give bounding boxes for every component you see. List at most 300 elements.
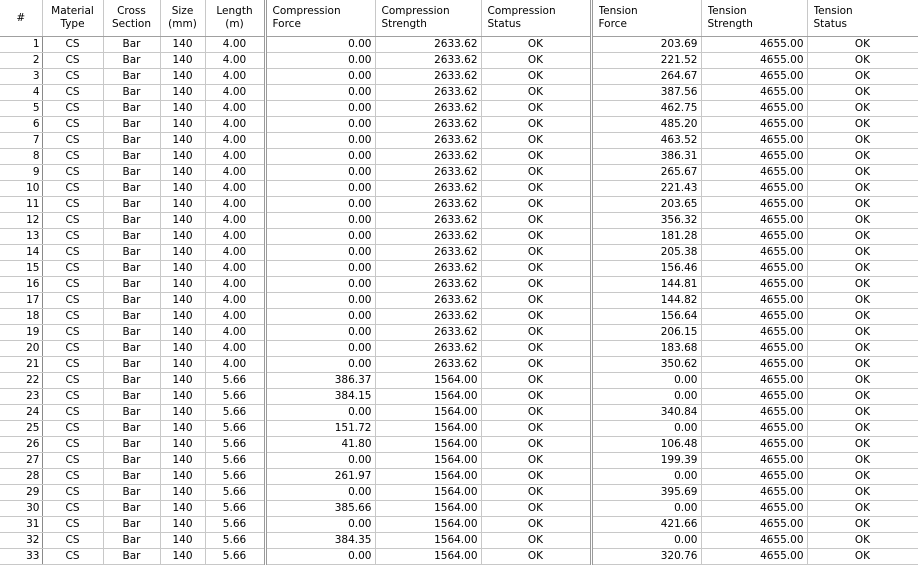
cell-cst[interactable]: OK	[481, 133, 591, 149]
table-row[interactable]	[0, 357, 918, 373]
cell-size[interactable]: 140	[160, 549, 205, 565]
cell-tst[interactable]: OK	[807, 485, 918, 501]
table-row[interactable]	[0, 53, 918, 69]
cell-size[interactable]: 140	[160, 245, 205, 261]
table-row[interactable]	[0, 421, 918, 437]
cell-tf[interactable]: 0.00	[591, 373, 701, 389]
cell-tf[interactable]: 387.56	[591, 85, 701, 101]
row-number[interactable]: 16	[0, 277, 42, 293]
row-number[interactable]: 19	[0, 325, 42, 341]
table-row[interactable]	[0, 197, 918, 213]
cell-mat[interactable]: CS	[42, 405, 103, 421]
cell-mat[interactable]: CS	[42, 277, 103, 293]
cell-cst[interactable]: OK	[481, 373, 591, 389]
cell-cs[interactable]: Bar	[103, 181, 160, 197]
cell-csr[interactable]: 2633.62	[375, 293, 481, 309]
cell-csr[interactable]: 2633.62	[375, 149, 481, 165]
cell-len[interactable]: 5.66	[205, 437, 265, 453]
cell-size[interactable]: 140	[160, 373, 205, 389]
cell-cst[interactable]: OK	[481, 197, 591, 213]
cell-len[interactable]: 4.00	[205, 277, 265, 293]
cell-cf[interactable]: 0.00	[265, 213, 375, 229]
column-header-tst[interactable]	[807, 0, 918, 37]
cell-cs[interactable]: Bar	[103, 373, 160, 389]
cell-cs[interactable]: Bar	[103, 213, 160, 229]
row-number[interactable]: 28	[0, 469, 42, 485]
cell-cst[interactable]: OK	[481, 405, 591, 421]
cell-len[interactable]: 5.66	[205, 373, 265, 389]
row-number[interactable]: 6	[0, 117, 42, 133]
row-number[interactable]: 31	[0, 517, 42, 533]
cell-cs[interactable]: Bar	[103, 309, 160, 325]
cell-tst[interactable]: OK	[807, 229, 918, 245]
cell-tst[interactable]: OK	[807, 389, 918, 405]
cell-cs[interactable]: Bar	[103, 149, 160, 165]
cell-tst[interactable]: OK	[807, 181, 918, 197]
cell-tf[interactable]: 356.32	[591, 213, 701, 229]
cell-mat[interactable]: CS	[42, 485, 103, 501]
cell-len[interactable]: 4.00	[205, 117, 265, 133]
cell-cf[interactable]: 0.00	[265, 85, 375, 101]
table-row[interactable]	[0, 325, 918, 341]
cell-len[interactable]: 4.00	[205, 149, 265, 165]
cell-cf[interactable]: 0.00	[265, 453, 375, 469]
cell-len[interactable]: 5.66	[205, 485, 265, 501]
cell-cst[interactable]: OK	[481, 261, 591, 277]
cell-csr[interactable]: 1564.00	[375, 549, 481, 565]
cell-cs[interactable]: Bar	[103, 37, 160, 53]
cell-csr[interactable]: 2633.62	[375, 165, 481, 181]
cell-size[interactable]: 140	[160, 85, 205, 101]
cell-tf[interactable]: 386.31	[591, 149, 701, 165]
cell-tf[interactable]: 144.81	[591, 277, 701, 293]
cell-csr[interactable]: 1564.00	[375, 453, 481, 469]
cell-len[interactable]: 4.00	[205, 293, 265, 309]
cell-mat[interactable]: CS	[42, 293, 103, 309]
column-header-cf[interactable]	[265, 0, 375, 37]
cell-mat[interactable]: CS	[42, 213, 103, 229]
cell-cs[interactable]: Bar	[103, 117, 160, 133]
cell-tf[interactable]: 264.67	[591, 69, 701, 85]
cell-csr[interactable]: 1564.00	[375, 501, 481, 517]
cell-len[interactable]: 5.66	[205, 405, 265, 421]
cell-cst[interactable]: OK	[481, 517, 591, 533]
cell-cf[interactable]: 0.00	[265, 357, 375, 373]
cell-tf[interactable]: 183.68	[591, 341, 701, 357]
cell-tsr[interactable]: 4655.00	[701, 373, 807, 389]
cell-tsr[interactable]: 4655.00	[701, 357, 807, 373]
row-number[interactable]: 27	[0, 453, 42, 469]
cell-tsr[interactable]: 4655.00	[701, 133, 807, 149]
cell-size[interactable]: 140	[160, 453, 205, 469]
cell-tf[interactable]: 421.66	[591, 517, 701, 533]
cell-mat[interactable]: CS	[42, 389, 103, 405]
cell-csr[interactable]: 2633.62	[375, 261, 481, 277]
cell-cf[interactable]: 0.00	[265, 69, 375, 85]
cell-tf[interactable]: 320.76	[591, 549, 701, 565]
cell-cst[interactable]: OK	[481, 149, 591, 165]
cell-csr[interactable]: 1564.00	[375, 389, 481, 405]
cell-size[interactable]: 140	[160, 181, 205, 197]
table-row[interactable]	[0, 229, 918, 245]
cell-tst[interactable]: OK	[807, 213, 918, 229]
cell-tsr[interactable]: 4655.00	[701, 517, 807, 533]
cell-cf[interactable]: 0.00	[265, 549, 375, 565]
cell-cst[interactable]: OK	[481, 421, 591, 437]
table-row[interactable]	[0, 389, 918, 405]
cell-cs[interactable]: Bar	[103, 421, 160, 437]
cell-mat[interactable]: CS	[42, 373, 103, 389]
cell-cf[interactable]: 0.00	[265, 101, 375, 117]
cell-tst[interactable]: OK	[807, 101, 918, 117]
cell-csr[interactable]: 2633.62	[375, 341, 481, 357]
row-number[interactable]: 9	[0, 165, 42, 181]
cell-mat[interactable]: CS	[42, 341, 103, 357]
column-header-tsr[interactable]	[701, 0, 807, 37]
table-row[interactable]	[0, 341, 918, 357]
row-number[interactable]: 26	[0, 437, 42, 453]
cell-csr[interactable]: 2633.62	[375, 101, 481, 117]
cell-mat[interactable]: CS	[42, 229, 103, 245]
cell-cs[interactable]: Bar	[103, 357, 160, 373]
cell-size[interactable]: 140	[160, 133, 205, 149]
cell-tsr[interactable]: 4655.00	[701, 213, 807, 229]
cell-cf[interactable]: 0.00	[265, 245, 375, 261]
cell-cs[interactable]: Bar	[103, 453, 160, 469]
cell-tf[interactable]: 0.00	[591, 469, 701, 485]
row-number[interactable]: 22	[0, 373, 42, 389]
cell-tst[interactable]: OK	[807, 325, 918, 341]
cell-cst[interactable]: OK	[481, 309, 591, 325]
cell-len[interactable]: 4.00	[205, 37, 265, 53]
cell-cf[interactable]: 41.80	[265, 437, 375, 453]
cell-cs[interactable]: Bar	[103, 549, 160, 565]
cell-cs[interactable]: Bar	[103, 485, 160, 501]
cell-len[interactable]: 4.00	[205, 69, 265, 85]
cell-csr[interactable]: 2633.62	[375, 197, 481, 213]
cell-cf[interactable]: 0.00	[265, 165, 375, 181]
row-number[interactable]: 10	[0, 181, 42, 197]
cell-mat[interactable]: CS	[42, 453, 103, 469]
column-header-idx[interactable]	[0, 0, 42, 37]
cell-mat[interactable]: CS	[42, 325, 103, 341]
cell-cst[interactable]: OK	[481, 37, 591, 53]
cell-tsr[interactable]: 4655.00	[701, 309, 807, 325]
cell-cs[interactable]: Bar	[103, 197, 160, 213]
cell-mat[interactable]: CS	[42, 245, 103, 261]
cell-tf[interactable]: 221.43	[591, 181, 701, 197]
table-row[interactable]	[0, 117, 918, 133]
cell-cst[interactable]: OK	[481, 101, 591, 117]
cell-mat[interactable]: CS	[42, 85, 103, 101]
cell-tst[interactable]: OK	[807, 533, 918, 549]
cell-cst[interactable]: OK	[481, 437, 591, 453]
cell-cf[interactable]: 384.15	[265, 389, 375, 405]
column-header-cs[interactable]	[103, 0, 160, 37]
cell-tf[interactable]: 0.00	[591, 421, 701, 437]
cell-len[interactable]: 4.00	[205, 309, 265, 325]
cell-cf[interactable]: 0.00	[265, 517, 375, 533]
cell-cs[interactable]: Bar	[103, 277, 160, 293]
cell-size[interactable]: 140	[160, 341, 205, 357]
cell-tst[interactable]: OK	[807, 357, 918, 373]
cell-cs[interactable]: Bar	[103, 341, 160, 357]
cell-cs[interactable]: Bar	[103, 501, 160, 517]
cell-cf[interactable]: 0.00	[265, 277, 375, 293]
cell-tsr[interactable]: 4655.00	[701, 37, 807, 53]
table-row[interactable]	[0, 277, 918, 293]
cell-cst[interactable]: OK	[481, 389, 591, 405]
cell-tsr[interactable]: 4655.00	[701, 85, 807, 101]
cell-mat[interactable]: CS	[42, 517, 103, 533]
cell-cf[interactable]: 0.00	[265, 325, 375, 341]
cell-size[interactable]: 140	[160, 101, 205, 117]
cell-size[interactable]: 140	[160, 517, 205, 533]
cell-tst[interactable]: OK	[807, 469, 918, 485]
cell-csr[interactable]: 2633.62	[375, 133, 481, 149]
cell-len[interactable]: 4.00	[205, 181, 265, 197]
cell-size[interactable]: 140	[160, 197, 205, 213]
cell-cf[interactable]: 0.00	[265, 197, 375, 213]
cell-tf[interactable]: 156.64	[591, 309, 701, 325]
cell-tf[interactable]: 221.52	[591, 53, 701, 69]
cell-tf[interactable]: 265.67	[591, 165, 701, 181]
cell-cst[interactable]: OK	[481, 277, 591, 293]
cell-mat[interactable]: CS	[42, 437, 103, 453]
cell-len[interactable]: 4.00	[205, 229, 265, 245]
cell-tf[interactable]: 181.28	[591, 229, 701, 245]
cell-cst[interactable]: OK	[481, 325, 591, 341]
cell-tsr[interactable]: 4655.00	[701, 341, 807, 357]
cell-len[interactable]: 4.00	[205, 213, 265, 229]
cell-tsr[interactable]: 4655.00	[701, 261, 807, 277]
cell-size[interactable]: 140	[160, 261, 205, 277]
cell-csr[interactable]: 2633.62	[375, 53, 481, 69]
cell-size[interactable]: 140	[160, 533, 205, 549]
row-number[interactable]: 32	[0, 533, 42, 549]
cell-cf[interactable]: 0.00	[265, 149, 375, 165]
cell-csr[interactable]: 1564.00	[375, 469, 481, 485]
row-number[interactable]: 25	[0, 421, 42, 437]
cell-mat[interactable]: CS	[42, 149, 103, 165]
cell-cs[interactable]: Bar	[103, 69, 160, 85]
cell-tsr[interactable]: 4655.00	[701, 197, 807, 213]
cell-mat[interactable]: CS	[42, 469, 103, 485]
cell-tsr[interactable]: 4655.00	[701, 453, 807, 469]
table-row[interactable]	[0, 485, 918, 501]
cell-tst[interactable]: OK	[807, 501, 918, 517]
cell-tst[interactable]: OK	[807, 517, 918, 533]
cell-cst[interactable]: OK	[481, 165, 591, 181]
cell-size[interactable]: 140	[160, 277, 205, 293]
cell-csr[interactable]: 2633.62	[375, 357, 481, 373]
cell-csr[interactable]: 2633.62	[375, 245, 481, 261]
cell-len[interactable]: 4.00	[205, 261, 265, 277]
cell-tsr[interactable]: 4655.00	[701, 165, 807, 181]
cell-cs[interactable]: Bar	[103, 165, 160, 181]
row-number[interactable]: 8	[0, 149, 42, 165]
cell-cst[interactable]: OK	[481, 229, 591, 245]
cell-tsr[interactable]: 4655.00	[701, 325, 807, 341]
cell-tsr[interactable]: 4655.00	[701, 533, 807, 549]
cell-tst[interactable]: OK	[807, 405, 918, 421]
table-row[interactable]	[0, 533, 918, 549]
table-row[interactable]	[0, 261, 918, 277]
cell-tst[interactable]: OK	[807, 277, 918, 293]
cell-tst[interactable]: OK	[807, 309, 918, 325]
cell-cf[interactable]: 385.66	[265, 501, 375, 517]
cell-mat[interactable]: CS	[42, 261, 103, 277]
cell-tf[interactable]: 0.00	[591, 389, 701, 405]
cell-mat[interactable]: CS	[42, 37, 103, 53]
cell-tsr[interactable]: 4655.00	[701, 405, 807, 421]
cell-len[interactable]: 5.66	[205, 549, 265, 565]
cell-csr[interactable]: 2633.62	[375, 309, 481, 325]
cell-tsr[interactable]: 4655.00	[701, 501, 807, 517]
table-row[interactable]	[0, 213, 918, 229]
cell-tf[interactable]: 203.65	[591, 197, 701, 213]
cell-tsr[interactable]: 4655.00	[701, 293, 807, 309]
column-header-mat[interactable]	[42, 0, 103, 37]
cell-cs[interactable]: Bar	[103, 245, 160, 261]
cell-cf[interactable]: 0.00	[265, 261, 375, 277]
row-number[interactable]: 18	[0, 309, 42, 325]
cell-tf[interactable]: 485.20	[591, 117, 701, 133]
row-number[interactable]: 13	[0, 229, 42, 245]
cell-mat[interactable]: CS	[42, 501, 103, 517]
cell-csr[interactable]: 2633.62	[375, 277, 481, 293]
cell-len[interactable]: 4.00	[205, 325, 265, 341]
cell-tsr[interactable]: 4655.00	[701, 117, 807, 133]
row-number[interactable]: 15	[0, 261, 42, 277]
table-row[interactable]	[0, 165, 918, 181]
cell-cst[interactable]: OK	[481, 357, 591, 373]
cell-tf[interactable]: 144.82	[591, 293, 701, 309]
cell-mat[interactable]: CS	[42, 133, 103, 149]
table-row[interactable]	[0, 85, 918, 101]
cell-cs[interactable]: Bar	[103, 437, 160, 453]
cell-tf[interactable]: 156.46	[591, 261, 701, 277]
cell-size[interactable]: 140	[160, 357, 205, 373]
cell-mat[interactable]: CS	[42, 181, 103, 197]
row-number[interactable]: 3	[0, 69, 42, 85]
cell-cf[interactable]: 0.00	[265, 405, 375, 421]
cell-tsr[interactable]: 4655.00	[701, 53, 807, 69]
row-number[interactable]: 4	[0, 85, 42, 101]
cell-tsr[interactable]: 4655.00	[701, 181, 807, 197]
cell-len[interactable]: 5.66	[205, 389, 265, 405]
cell-size[interactable]: 140	[160, 469, 205, 485]
cell-tst[interactable]: OK	[807, 453, 918, 469]
cell-csr[interactable]: 1564.00	[375, 517, 481, 533]
table-row[interactable]	[0, 453, 918, 469]
cell-len[interactable]: 4.00	[205, 357, 265, 373]
cell-csr[interactable]: 2633.62	[375, 117, 481, 133]
cell-mat[interactable]: CS	[42, 101, 103, 117]
table-row[interactable]	[0, 181, 918, 197]
cell-cf[interactable]: 0.00	[265, 229, 375, 245]
column-header-cst[interactable]	[481, 0, 591, 37]
cell-cf[interactable]: 0.00	[265, 293, 375, 309]
table-row[interactable]	[0, 149, 918, 165]
cell-mat[interactable]: CS	[42, 357, 103, 373]
cell-len[interactable]: 4.00	[205, 341, 265, 357]
cell-csr[interactable]: 2633.62	[375, 325, 481, 341]
cell-cs[interactable]: Bar	[103, 405, 160, 421]
cell-len[interactable]: 5.66	[205, 469, 265, 485]
cell-tf[interactable]: 206.15	[591, 325, 701, 341]
cell-tst[interactable]: OK	[807, 549, 918, 565]
cell-cf[interactable]: 0.00	[265, 341, 375, 357]
cell-size[interactable]: 140	[160, 437, 205, 453]
cell-csr[interactable]: 1564.00	[375, 373, 481, 389]
row-number[interactable]: 11	[0, 197, 42, 213]
cell-len[interactable]: 4.00	[205, 245, 265, 261]
column-header-len[interactable]	[205, 0, 265, 37]
cell-cs[interactable]: Bar	[103, 133, 160, 149]
cell-size[interactable]: 140	[160, 117, 205, 133]
cell-csr[interactable]: 1564.00	[375, 437, 481, 453]
cell-tf[interactable]: 462.75	[591, 101, 701, 117]
row-number[interactable]: 23	[0, 389, 42, 405]
cell-tsr[interactable]: 4655.00	[701, 421, 807, 437]
cell-tf[interactable]: 203.69	[591, 37, 701, 53]
cell-size[interactable]: 140	[160, 37, 205, 53]
cell-cf[interactable]: 0.00	[265, 37, 375, 53]
cell-cs[interactable]: Bar	[103, 325, 160, 341]
cell-cf[interactable]: 384.35	[265, 533, 375, 549]
cell-tf[interactable]: 106.48	[591, 437, 701, 453]
cell-tst[interactable]: OK	[807, 117, 918, 133]
cell-mat[interactable]: CS	[42, 53, 103, 69]
cell-cs[interactable]: Bar	[103, 517, 160, 533]
cell-mat[interactable]: CS	[42, 421, 103, 437]
cell-cst[interactable]: OK	[481, 293, 591, 309]
table-row[interactable]	[0, 245, 918, 261]
row-number[interactable]: 14	[0, 245, 42, 261]
cell-tst[interactable]: OK	[807, 261, 918, 277]
cell-cf[interactable]: 386.37	[265, 373, 375, 389]
cell-cf[interactable]: 0.00	[265, 485, 375, 501]
cell-tsr[interactable]: 4655.00	[701, 101, 807, 117]
column-header-csr[interactable]	[375, 0, 481, 37]
cell-csr[interactable]: 2633.62	[375, 229, 481, 245]
cell-cst[interactable]: OK	[481, 181, 591, 197]
column-header-tf[interactable]	[591, 0, 701, 37]
cell-size[interactable]: 140	[160, 389, 205, 405]
cell-size[interactable]: 140	[160, 229, 205, 245]
cell-mat[interactable]: CS	[42, 69, 103, 85]
column-header-size[interactable]	[160, 0, 205, 37]
row-number[interactable]: 20	[0, 341, 42, 357]
cell-size[interactable]: 140	[160, 293, 205, 309]
cell-tst[interactable]: OK	[807, 165, 918, 181]
cell-size[interactable]: 140	[160, 421, 205, 437]
row-number[interactable]: 2	[0, 53, 42, 69]
cell-tf[interactable]: 340.84	[591, 405, 701, 421]
row-number[interactable]: 29	[0, 485, 42, 501]
cell-tsr[interactable]: 4655.00	[701, 69, 807, 85]
cell-len[interactable]: 5.66	[205, 533, 265, 549]
cell-size[interactable]: 140	[160, 501, 205, 517]
table-row[interactable]	[0, 293, 918, 309]
cell-size[interactable]: 140	[160, 213, 205, 229]
cell-tst[interactable]: OK	[807, 293, 918, 309]
cell-len[interactable]: 4.00	[205, 101, 265, 117]
table-row[interactable]	[0, 69, 918, 85]
cell-cst[interactable]: OK	[481, 53, 591, 69]
cell-size[interactable]: 140	[160, 165, 205, 181]
